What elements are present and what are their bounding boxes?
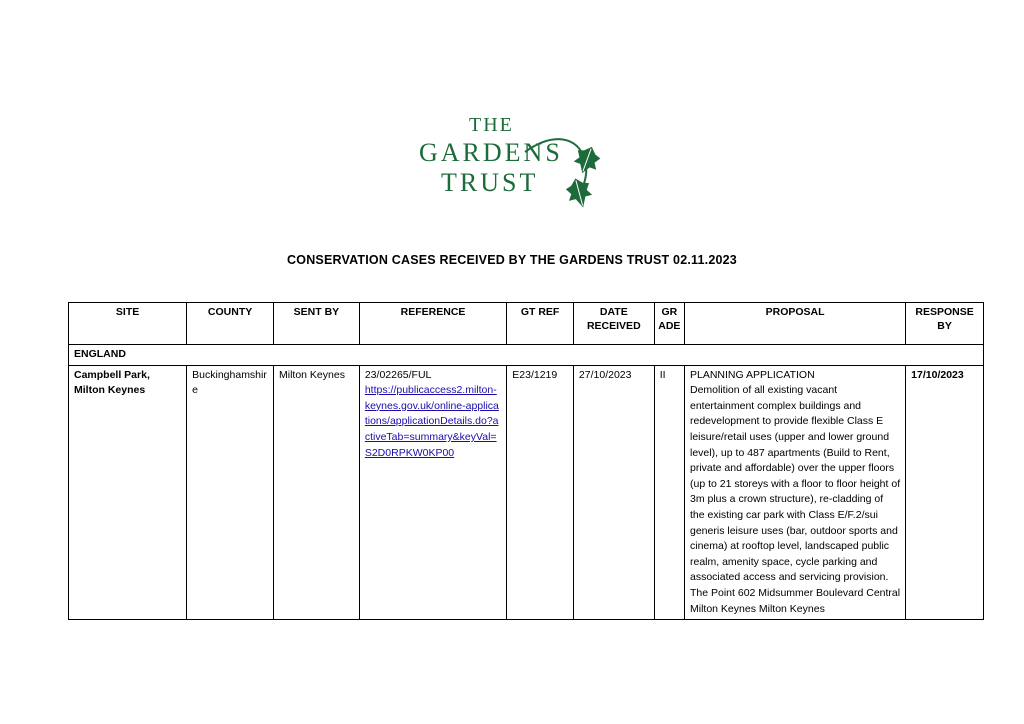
- date-received-cell: 27/10/2023: [573, 365, 654, 620]
- leaf-branch-icon: [523, 130, 615, 212]
- logo-line-the: THE: [469, 114, 514, 136]
- region-row: [69, 345, 984, 366]
- header-county: COUNTY: [187, 303, 274, 345]
- county-cell: Buckinghamshire: [187, 365, 274, 620]
- table-row: [69, 365, 984, 620]
- sent-by-cell: Milton Keynes: [274, 365, 360, 620]
- header-gt-ref: GT REF: [507, 303, 574, 345]
- header-date-received: DATE RECEIVED: [573, 303, 654, 345]
- gt-ref-cell: E23/1219: [507, 365, 574, 620]
- table-header-row: [69, 303, 984, 345]
- reference-link[interactable]: https://publicaccess2.milton-keynes.gov.uk/online-applications/applicationDetails.do?activeTab=summary&keyVal=S2D0RPKW0KP00: [364, 384, 499, 459]
- proposal-description: Demolition of all existing vacant entertainment complex buildings and redevelopment to provide flexible Class E leisure/retail uses (upper and lower ground level), up to 487 apartments (Build to Rent, private and affordable) over the upper floors (up to 21 storeys with a floor to floor height of 3m plus a crown structure), re-cladding of the existing car park with Class E/F.2/sui generis leisure uses (bar, outdoor sports and cinema) at rooftop level, landscaped public realm, amenity space, cycle parking and associated access and servicing provision.: [690, 384, 901, 584]
- proposal-address: The Point 602 Midsummer Boulevard Central Milton Keynes Milton Keynes: [690, 586, 901, 615]
- logo-line-gardens: GARDENS: [419, 138, 563, 167]
- header-sent-by: SENT BY: [274, 303, 360, 345]
- reference-code: 23/02265/FUL: [364, 368, 432, 381]
- header-reference: REFERENCE: [359, 303, 506, 345]
- header-site: SITE: [69, 303, 187, 345]
- header-proposal: PROPOSAL: [685, 303, 906, 345]
- region-label: ENGLAND: [69, 345, 984, 366]
- gardens-trust-logo: [415, 112, 615, 212]
- site-cell: Campbell Park, Milton Keynes: [69, 365, 187, 620]
- header-grade: GRADE: [654, 303, 684, 345]
- logo-line-trust: TRUST: [441, 168, 539, 197]
- document-title: CONSERVATION CASES RECEIVED BY THE GARDENS TRUST 02.11.2023: [287, 253, 737, 267]
- header-response-by: RESPONSE BY: [906, 303, 984, 345]
- conservation-cases-table: [68, 302, 984, 620]
- proposal-type: PLANNING APPLICATION: [690, 368, 815, 381]
- grade-cell: II: [654, 365, 684, 620]
- response-by-cell: 17/10/2023: [906, 365, 984, 620]
- reference-cell: [359, 365, 506, 620]
- proposal-cell: [685, 365, 906, 620]
